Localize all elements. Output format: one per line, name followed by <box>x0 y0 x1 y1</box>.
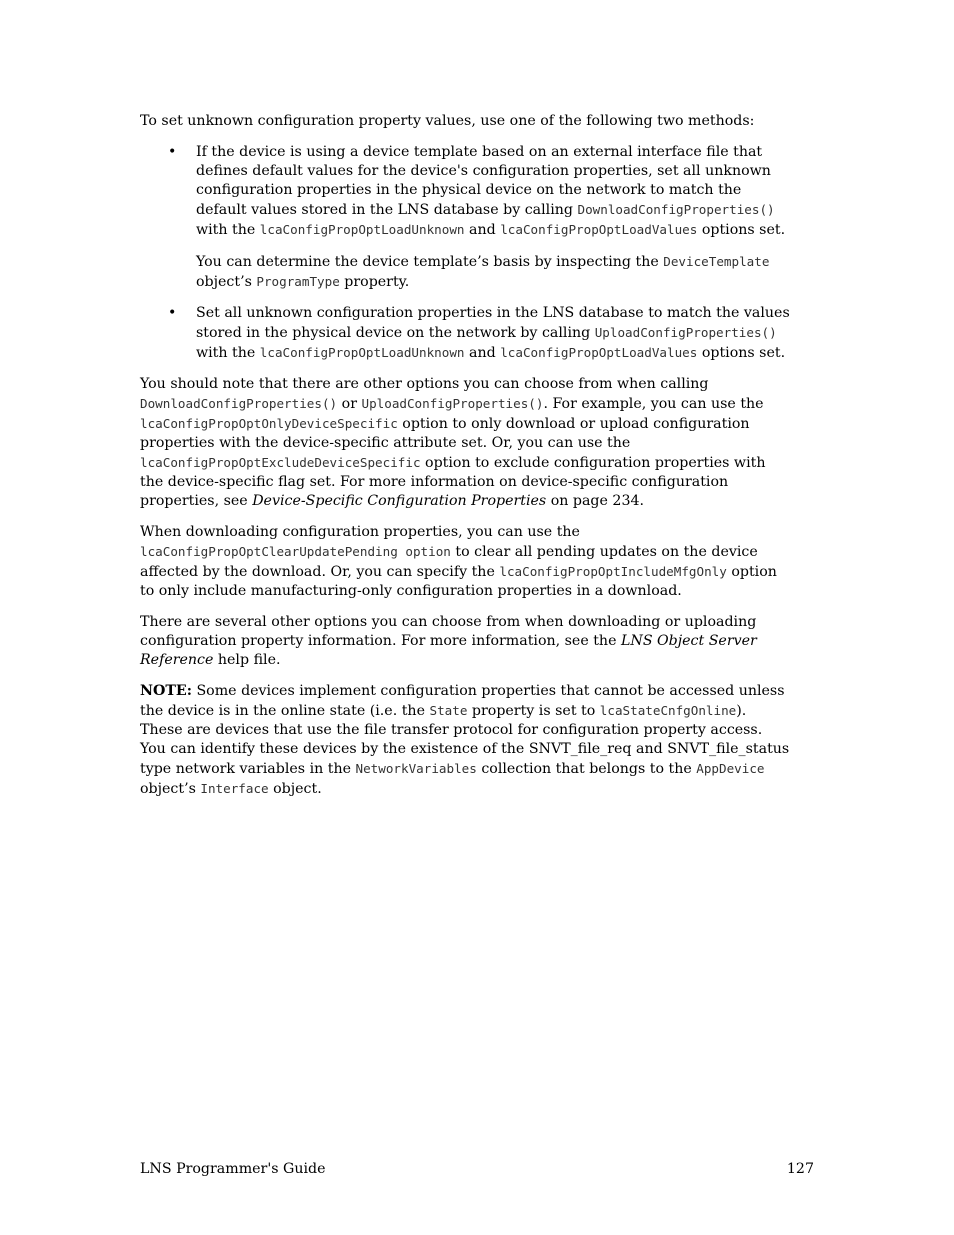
code-network-variables: NetworkVariables <box>355 761 477 776</box>
text: option to exclude configuration properties with the device-specific flag set. For more information on device-specific configuration properties, see <box>140 455 766 509</box>
code-state: State <box>429 703 468 718</box>
bullet-icon: • <box>168 144 177 160</box>
text: Some devices implement configuration properties that cannot be accessed unless the device is in the online state (i.e. the <box>140 683 785 719</box>
note-paragraph <box>140 682 790 799</box>
intro-paragraph: To set unknown configuration property values, use one of the following two methods: <box>140 113 755 129</box>
list-item <box>140 143 790 292</box>
text: to clear all pending updates on the device affected by the download. Or, you can specify the <box>140 544 758 580</box>
text: There are several other options you can choose from when downloading or uploading configuration property information. For more information, see the <box>140 614 757 649</box>
page-body <box>140 112 790 811</box>
text: When downloading configuration properties, you can use the <box>140 524 580 540</box>
note-label: NOTE: <box>140 683 192 699</box>
code-exclude-device-specific: lcaConfigPropOptExcludeDeviceSpecific <box>140 455 421 470</box>
code-upload-config-properties: UploadConfigProperties() <box>594 325 777 340</box>
text: . For example, you can use the <box>543 396 764 412</box>
method-2-paragraph <box>196 304 790 363</box>
text: You can determine the device template’s basis by inspecting the <box>196 254 664 270</box>
cross-reference: Device-Specific Configuration Properties <box>252 493 547 509</box>
code-load-unknown: lcaConfigPropOptLoadUnknown <box>259 345 465 360</box>
downloading-paragraph <box>140 523 790 601</box>
text: option to only download or upload configuration properties with the device-specific attribute set. Or, you can use the <box>140 416 750 451</box>
text: object. <box>268 781 322 797</box>
other-options-paragraph <box>140 613 790 670</box>
text: with the <box>196 345 260 361</box>
method-list <box>140 143 790 363</box>
text: object’s <box>196 274 257 290</box>
text: and <box>464 345 501 361</box>
text: collection that belongs to the <box>476 761 697 777</box>
reference-title: LNS Object Server Reference <box>140 633 757 668</box>
text: on page 234. <box>546 493 645 509</box>
page-footer <box>140 1160 814 1179</box>
bullet-icon: • <box>168 305 177 321</box>
text: with the <box>196 222 260 238</box>
text: property. <box>339 274 410 290</box>
list-item <box>140 304 790 363</box>
code-only-device-specific: lcaConfigPropOptOnlyDeviceSpecific <box>140 416 398 431</box>
options-paragraph <box>140 375 790 511</box>
method-1-note <box>196 252 790 292</box>
text: option to only include manufacturing-only configuration properties in a download. <box>140 564 777 599</box>
text: ). These are devices that use the file transfer protocol for configuration property access. You can identify these devices by the existence of the SNVT_file_req and SNVT_file_status type network variables in the <box>140 703 790 777</box>
code-clear-update-pending: lcaConfigPropOptClearUpdatePending option <box>140 544 451 559</box>
code-include-mfg-only: lcaConfigPropOptIncludeMfgOnly <box>499 564 727 579</box>
code-app-device: AppDevice <box>696 761 765 776</box>
code-program-type: ProgramType <box>256 274 340 289</box>
text: You should note that there are other options you can choose from when calling <box>140 376 709 392</box>
code-download-config-properties: DownloadConfigProperties() <box>577 202 775 217</box>
code-device-template: DeviceTemplate <box>663 254 770 269</box>
code-interface: Interface <box>200 781 269 796</box>
text: property is set to <box>467 703 600 719</box>
text: options set. <box>697 222 786 238</box>
text: object’s <box>140 781 201 797</box>
code-load-unknown: lcaConfigPropOptLoadUnknown <box>259 222 465 237</box>
code-load-values: lcaConfigPropOptLoadValues <box>500 345 698 360</box>
code-download-config-properties: DownloadConfigProperties() <box>140 396 338 411</box>
code-upload-config-properties: UploadConfigProperties() <box>361 396 544 411</box>
code-load-values: lcaConfigPropOptLoadValues <box>500 222 698 237</box>
text: or <box>337 396 362 412</box>
footer-title: LNS Programmer's Guide <box>140 1161 326 1177</box>
text: If the device is using a device template based on an external interface file that defines default values for the device's configuration properties, set all unknown configuration properties in the physical device on the network to match the default values stored in the LNS database by calling <box>196 144 771 218</box>
text: help file. <box>213 652 281 668</box>
text: and <box>464 222 501 238</box>
method-1-paragraph <box>196 143 790 240</box>
text: Set all unknown configuration properties in the LNS database to match the values stored in the physical device on the network by calling <box>196 305 790 341</box>
code-state-cnfg-online: lcaStateCnfgOnline <box>599 703 737 718</box>
page-number: 127 <box>786 1161 814 1177</box>
text: options set. <box>697 345 786 361</box>
